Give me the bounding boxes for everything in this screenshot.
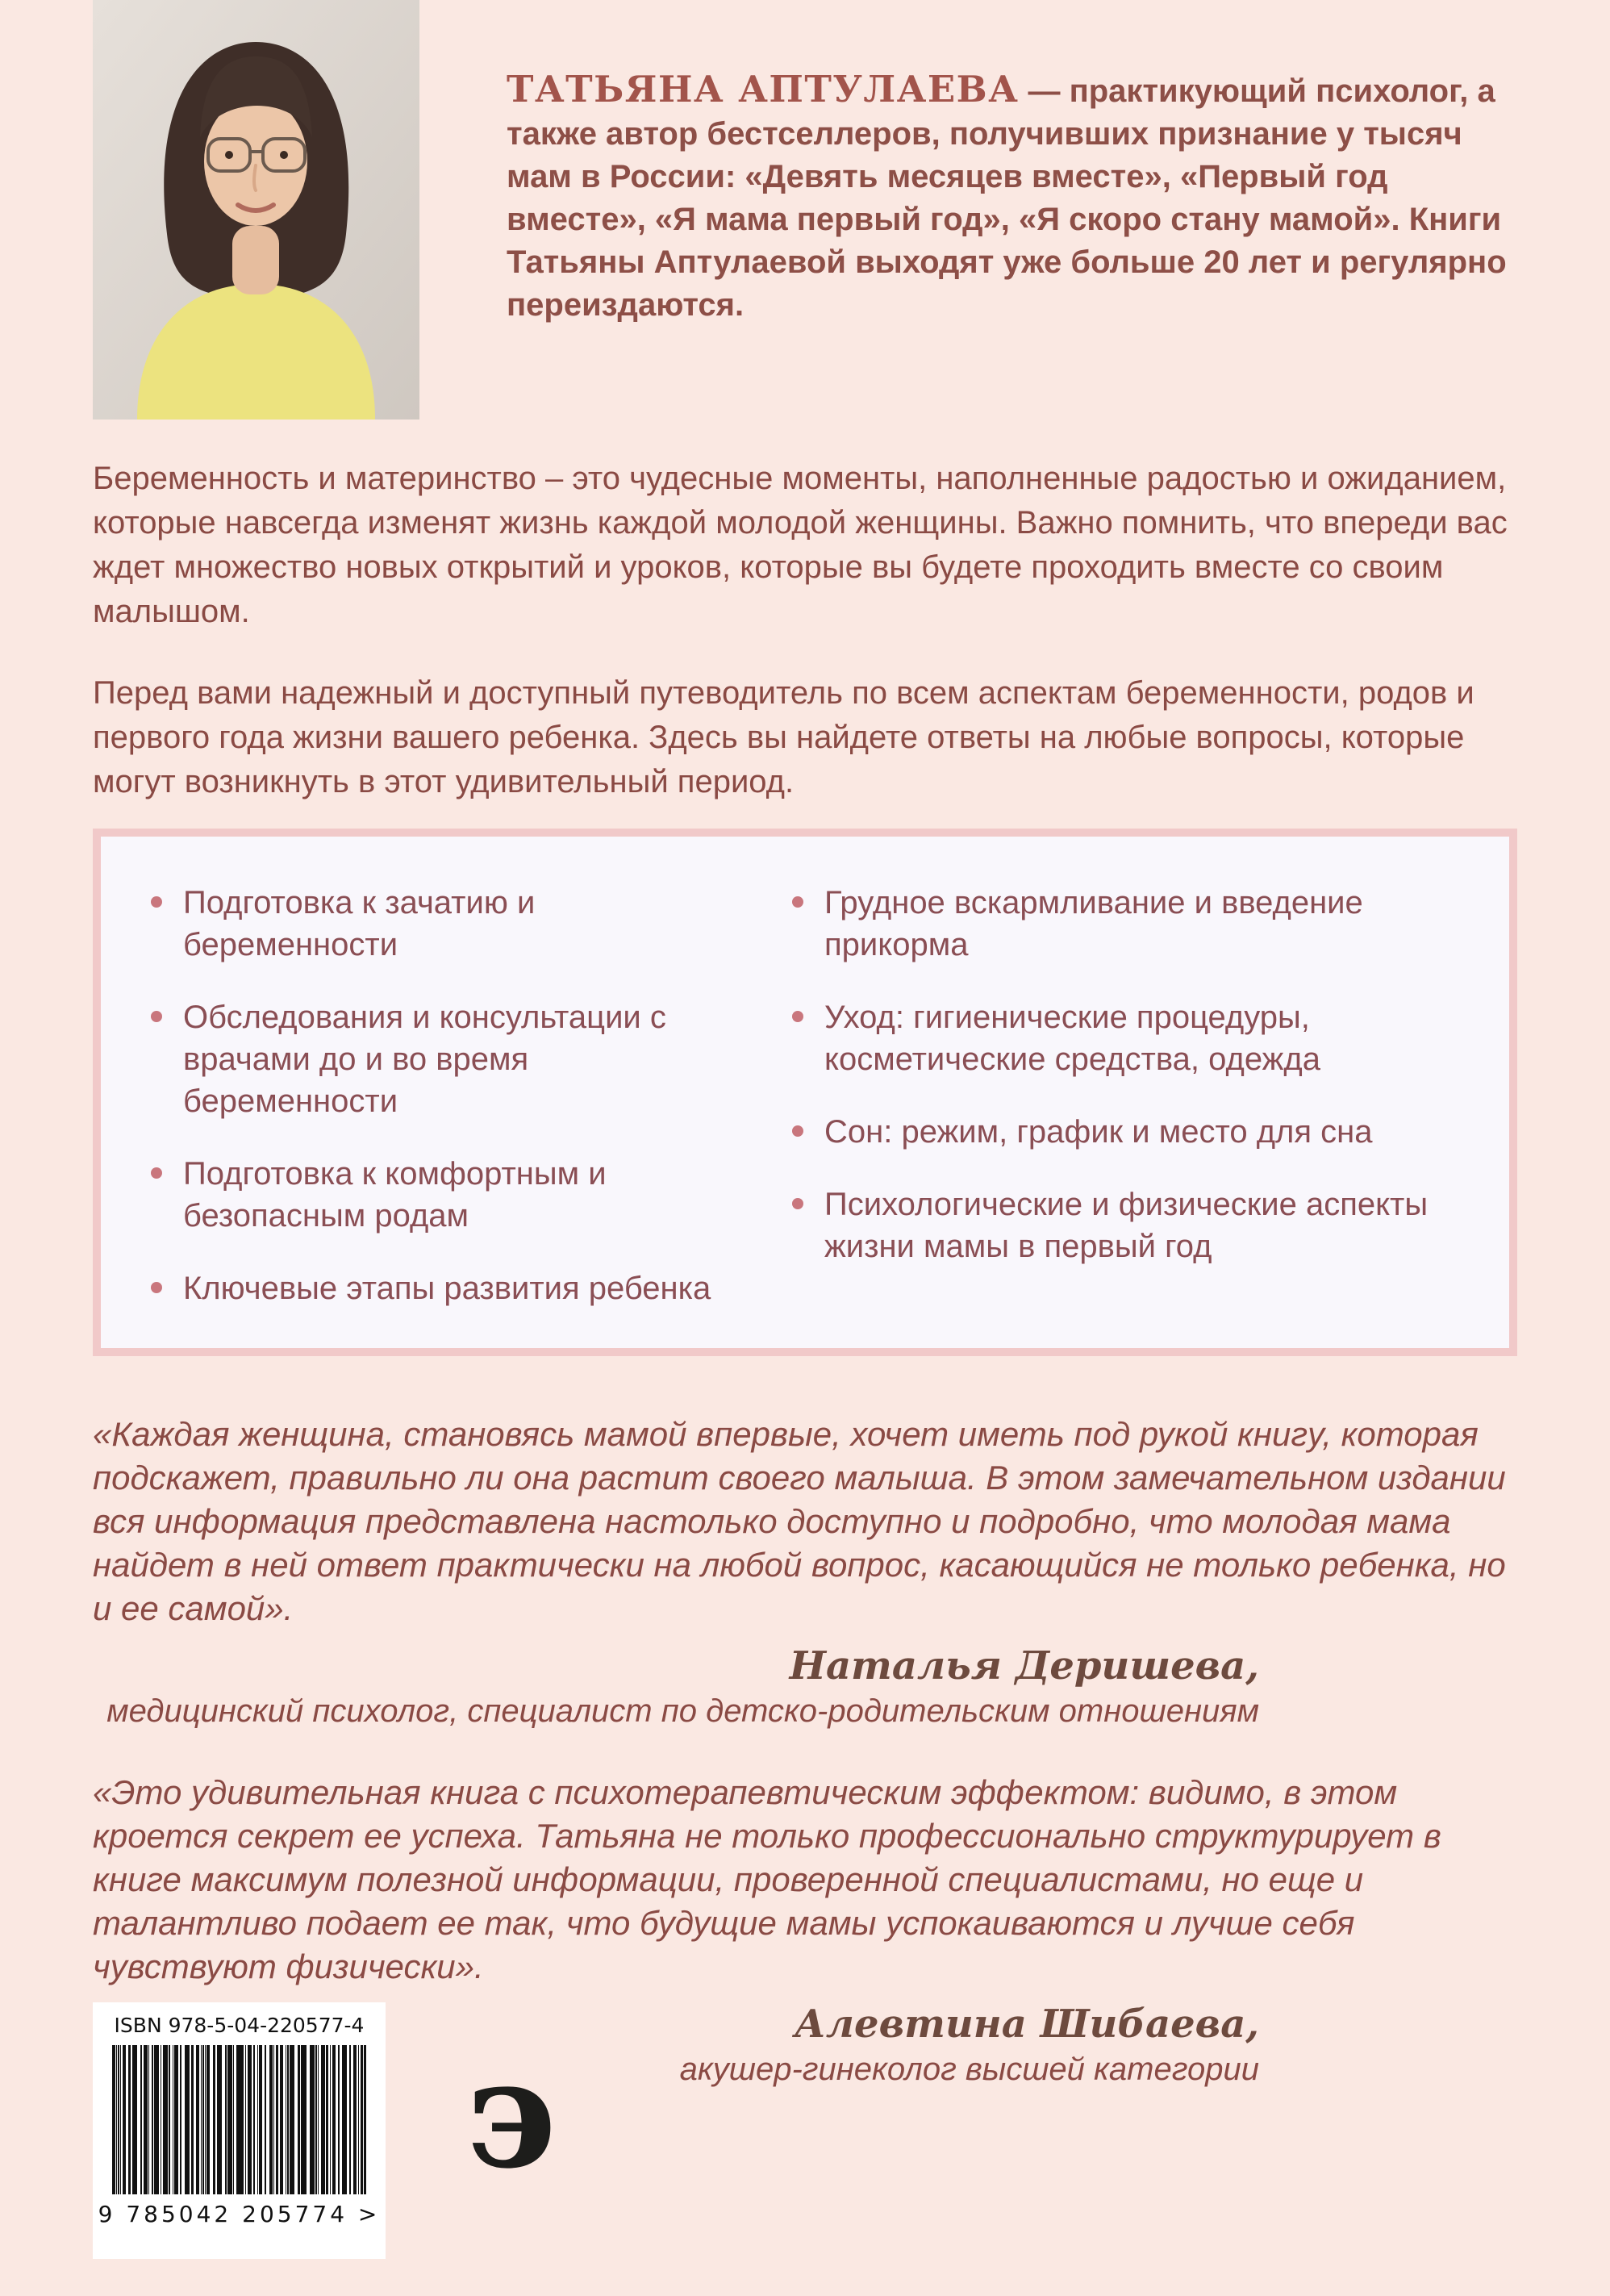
topic-label: Ключевые этапы развития ребенка: [183, 1271, 711, 1306]
topics-columns: [151, 882, 1453, 1309]
topic-item: [792, 996, 1453, 1080]
publisher-eksmo-logo: э: [466, 2026, 557, 2202]
review-author: Алевтина Шибаева,: [794, 2002, 1259, 2047]
intro-paragraph-2: Перед вами надежный и доступный путеводитель по всем аспектам беременности, родов и первого года жизни вашего ребенка. Здесь вы найдете ответы на любые вопросы, которые могут возникнуть в этот удивительный период.: [93, 675, 1474, 799]
bullet-icon: [792, 1198, 803, 1209]
review-author-title: акушер-гинеколог высшей категории: [679, 2052, 1259, 2087]
topic-label: Уход: гигиенические процедуры, косметические средства, одежда: [824, 1000, 1320, 1077]
isbn-barcode-box: [93, 2002, 386, 2259]
topic-label: Психологические и физические аспекты жизни мамы в первый год: [824, 1187, 1429, 1264]
bullet-icon: [151, 1282, 162, 1293]
topics-column-left: [151, 882, 752, 1309]
author-section: [0, 0, 1610, 420]
topics-column-right: [792, 882, 1453, 1309]
author-bio: [507, 0, 1517, 420]
barcode-digits: 9 785042 205774 >: [98, 2201, 381, 2227]
topic-item: [792, 1183, 1453, 1267]
intro-section: [0, 420, 1610, 804]
bullet-icon: [792, 896, 803, 908]
review-quote: «Каждая женщина, становясь мамой впервые, хочет иметь под рукой книгу, которая подскажет, правильно ли она растит своего малыша. В этом замечательном издании вся информация представлена настолько доступно и подробно, что молодая мама найдет в ней ответ практически на любой вопрос, касающийся не только ребенка, но и ее самой».: [93, 1415, 1506, 1627]
bullet-icon: [151, 1167, 162, 1179]
topic-item: [792, 1111, 1453, 1153]
topic-item: [151, 1267, 752, 1309]
topic-label: Подготовка к зачатию и беременности: [183, 885, 536, 962]
review-quote: «Это удивительная книга с психотерапевтическим эффектом: видимо, в этом кроется секрет ее успеха. Татьяна не только профессионально структурирует в книге максимум полезной информации, проверенной специалистами, но еще и талантливо подает ее так, что будущие мамы успокаиваются и лучше себя чувствуют физически».: [93, 1773, 1441, 1985]
topics-box: [93, 829, 1517, 1356]
topic-item: [792, 882, 1453, 966]
author-bio-text: — практикующий психолог, а также автор бестселлеров, получивших признание у тысяч мам в России: «Девять месяцев вместе», «Первый год вместе», «Я мама первый год», «Я скоро стану мамой». Книги Татьяны Аптулаевой выходят уже больше 20 лет и регулярно переиздаются.: [507, 73, 1507, 323]
topic-label: Сон: режим, график и место для сна: [824, 1114, 1373, 1150]
review-author: Наталья Деришева,: [789, 1643, 1259, 1689]
topic-label: Обследования и консультации с врачами до и во время беременности: [183, 1000, 666, 1119]
topic-label: Грудное вскармливание и введение прикорма: [824, 885, 1363, 962]
bullet-icon: [792, 1011, 803, 1022]
review-block-1: [0, 1413, 1610, 1732]
topic-item: [151, 882, 752, 966]
author-portrait-illustration: [93, 0, 419, 420]
barcode-bars: [112, 2045, 366, 2194]
author-photo: [93, 0, 419, 420]
intro-paragraph-1: Беременность и материнство – это чудесные моменты, наполненные радостью и ожиданием, которые навсегда изменят жизнь каждой молодой женщины. Важно помнить, что впереди вас ждет множество новых открытий и уроков, которые вы будете проходить вместе со своим малышом.: [93, 461, 1508, 629]
topic-item: [151, 996, 752, 1122]
bullet-icon: [151, 896, 162, 908]
isbn-number: ISBN 978-5-04-220577-4: [114, 2014, 365, 2037]
author-name: ТАТЬЯНА АПТУЛАЕВА: [507, 68, 1020, 111]
bullet-icon: [151, 1011, 162, 1022]
review-attribution: [93, 1642, 1517, 1732]
bullet-icon: [792, 1125, 803, 1137]
topic-label: Подготовка к комфортным и безопасным родам: [183, 1156, 607, 1234]
review-author-title: медицинский психолог, специалист по детско-родительским отношениям: [106, 1693, 1259, 1729]
topic-item: [151, 1153, 752, 1237]
